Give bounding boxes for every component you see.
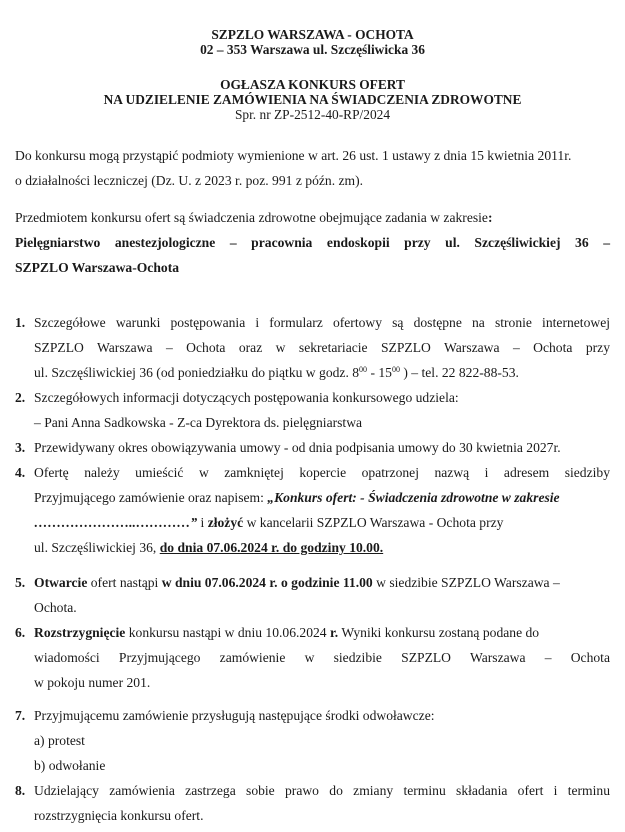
item-2-line-1: Szczegółowych informacji dotyczących postępowania konkursowego udziela:	[34, 390, 459, 405]
submission-deadline: do dnia 07.06.2024 r. do godziny 10.00.	[159, 540, 384, 555]
item-6-line-2: wiadomości Przyjmującego zamówienie w siedzibie SZPZLO Warszawa – Ochota	[34, 650, 610, 665]
item-6-text: r.	[330, 625, 339, 640]
intro-line-2: o działalności leczniczej (Dz. U. z 2023 r. poz. 991 z późn. zm).	[15, 173, 364, 188]
item-7-line-1: Przyjmującemu zamówienie przysługują następujące środki odwoławcze:	[34, 708, 435, 723]
item-number: 1.	[15, 315, 26, 330]
item-1-line-1: Szczegółowe warunki postępowania i formularz ofertowy są dostępne na stronie internetowej	[34, 315, 610, 330]
submit-word: złożyć	[207, 515, 244, 530]
item-number: 2.	[15, 390, 26, 405]
phone-text: ) – tel. 22 822-88-53.	[399, 365, 519, 380]
item-number: 8.	[15, 783, 26, 798]
envelope-label-dots: …………………..…………”	[34, 515, 198, 530]
announcement-subtitle: NA UDZIELENIE ZAMÓWIENIA NA ŚWIADCZENIA ZDROWOTNE	[103, 92, 522, 107]
announcement-title: OGŁASZA KONKURS OFERT	[220, 77, 405, 92]
resolution-word: Rozstrzygnięcie	[34, 625, 126, 640]
org-address: 02 – 353 Warszawa ul. Szczęśliwicka 36	[200, 42, 425, 57]
item-number: 3.	[15, 440, 26, 455]
item-4-text: i	[197, 515, 208, 530]
item-5-line-2: Ochota.	[34, 600, 77, 615]
subject-lead-text: Przedmiotem konkursu ofert są świadczenia zdrowotne obejmujące zadania w zakresie	[15, 210, 488, 225]
item-4-line-4	[34, 540, 383, 556]
case-number: Spr. nr ZP-2512-40-RP/2024	[234, 107, 391, 122]
item-5-line-1	[34, 575, 560, 591]
opening-word: Otwarcie	[34, 575, 88, 590]
item-number: 7.	[15, 708, 26, 723]
subject-lead	[15, 210, 492, 226]
item-2-contact: – Pani Anna Sadkowska - Z-ca Dyrektora ds. pielęgniarstwa	[34, 415, 363, 430]
org-name: SZPZLO WARSZAWA - OCHOTA	[211, 27, 414, 42]
item-4-line-1: Ofertę należy umieścić w zamkniętej kopercie opatrzonej nazwą i adresem siedziby	[34, 465, 610, 480]
item-4-text: Przyjmującego zamówienie oraz napisem:	[34, 490, 268, 505]
subject-title-line-2: SZPZLO Warszawa-Ochota	[15, 260, 180, 275]
hours-text: ul. Szczęśliwickiej 36 (od poniedziałku do piątku w godz. 8	[34, 365, 360, 380]
subject-lead-colon: :	[487, 210, 493, 225]
item-3-line-1: Przewidywany okres obowiązywania umowy - od dnia podpisania umowy do 30 kwietnia 2027r.	[34, 440, 561, 455]
item-4-line-3	[34, 515, 610, 531]
item-number: 6.	[15, 625, 26, 640]
item-1-line-3	[34, 365, 519, 381]
superscript: 00	[391, 365, 400, 374]
item-1-line-2: SZPZLO Warszawa – Ochota oraz w sekretariacie SZPZLO Warszawa – Ochota przy	[34, 340, 610, 355]
subject-title-line-1: Pielęgniarstwo anestezjologiczne – pracownia endoskopii przy ul. Szczęśliwickiej 36 –	[15, 235, 610, 250]
item-6-text: konkursu nastąpi w dniu 10.06.2024	[125, 625, 330, 640]
item-5-text: w siedzibie SZPZLO Warszawa –	[372, 575, 560, 590]
item-7-option-b: b) odwołanie	[34, 758, 106, 773]
item-8-line-1: Udzielający zamówienia zastrzega sobie prawo do zmiany terminu składania ofert i terminu	[34, 783, 610, 798]
envelope-label: „Konkurs ofert: - Świadczenia zdrowotne w zakresie	[267, 490, 560, 505]
item-4-text: ul. Szczęśliwickiej 36,	[34, 540, 160, 555]
item-6-line-1	[34, 625, 539, 641]
opening-date: w dniu 07.06.2024 r. o godzinie 11.00	[161, 575, 373, 590]
item-6-text: Wyniki konkursu zostaną podane do	[338, 625, 540, 640]
item-number: 5.	[15, 575, 26, 590]
intro-line-1: Do konkursu mogą przystąpić podmioty wymienione w art. 26 ust. 1 ustawy z dnia 15 kwietnia 2011r.	[15, 148, 572, 163]
item-4-text: w kancelarii SZPZLO Warszawa - Ochota przy	[243, 515, 504, 530]
item-7-option-a: a) protest	[34, 733, 85, 748]
item-8-line-2: rozstrzygnięcia konkursu ofert.	[34, 808, 204, 823]
item-number: 4.	[15, 465, 26, 480]
item-6-line-3: w pokoju numer 201.	[34, 675, 151, 690]
superscript: 00	[359, 365, 368, 374]
item-5-text: ofert nastąpi	[87, 575, 162, 590]
item-4-line-2	[34, 490, 560, 506]
hours-text: - 15	[367, 365, 392, 380]
